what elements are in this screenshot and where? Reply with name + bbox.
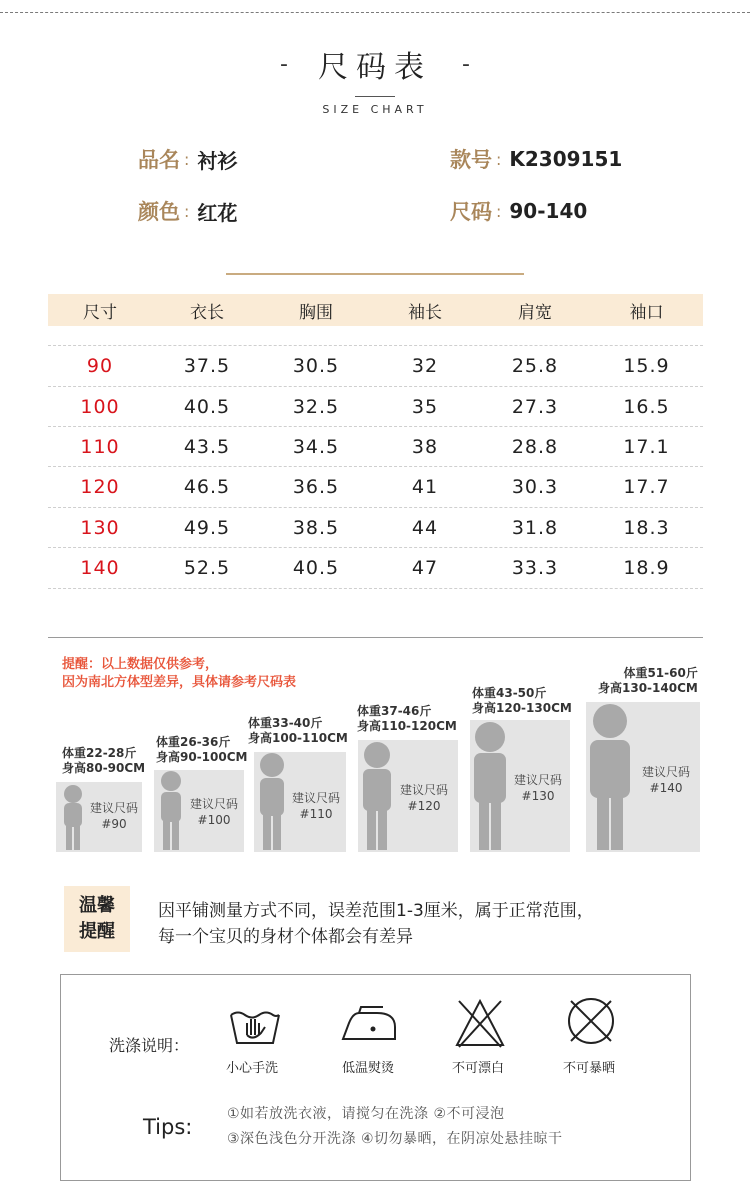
child-silhouette-icon [584,700,636,852]
column-header: 衣长 [190,302,224,323]
size-cell: 130 [80,516,120,539]
product-size-value: 90-140 [509,199,588,223]
kid-height: 身高90-100CM [156,750,248,764]
product-color-label: 颜色 [138,200,180,224]
kid-height: 身高80-90CM [62,761,146,775]
size-cell: 100 [80,395,120,418]
table-cell: 31.8 [511,516,559,539]
table-cell: 30.3 [511,475,559,498]
recommend-label: 建议尺码 [291,791,340,805]
table-cell: 40.5 [183,395,231,418]
colon: : [184,201,190,221]
recommend-label: 建议尺码 [513,773,562,787]
warm-tip-badge-line-1: 温馨 [79,895,115,916]
care-caption: 小心手洗 [225,1061,278,1076]
kid-height: 身高100-110CM [248,731,348,745]
recommend-label: 建议尺码 [641,765,690,779]
table-cell: 38 [411,435,439,458]
table-cell: 49.5 [183,516,231,539]
kid-recommendation [186,796,242,828]
table-cell: 25.8 [511,354,559,377]
kid-recommendation [396,782,452,814]
table-bottom-border [48,588,703,589]
care-label: 洗涤说明： [109,1036,190,1055]
column-header: 尺寸 [83,302,117,323]
table-cell: 18.3 [623,516,670,539]
table-cell: 44 [411,516,439,539]
table-cell: 27.3 [511,395,559,418]
kid-height: 身高130-140CM [598,681,698,695]
product-size-row [450,196,587,226]
title-dash-left: - [280,51,288,77]
product-code-label: 款号 [450,148,492,172]
care-instructions-box [60,974,691,1181]
colon: : [496,149,502,169]
product-name-value: 衬衫 [197,148,238,173]
size-cell: 90 [86,354,114,377]
colon: : [496,201,502,221]
table-row [48,386,703,426]
table-cell: 17.1 [623,435,670,458]
kid-height: 身高120-130CM [472,701,572,715]
page-header [0,42,750,116]
table-cell: 15.9 [623,354,670,377]
product-code-value: K2309151 [509,147,623,171]
care-caption: 不可漂白 [451,1061,504,1076]
top-dashed-divider [0,12,750,13]
warm-tip-line-2: 每一个宝贝的身材个体都会有差异 [158,927,413,947]
hand-wash-icon [227,1001,283,1047]
kid-stats [62,746,145,776]
section-divider [48,637,703,638]
kid-stats [598,666,698,696]
kid-weight: 体重43-50斤 [472,686,547,700]
table-cell: 35 [411,395,439,418]
table-cell: 34.5 [292,435,340,458]
care-caption: 不可暴晒 [562,1061,615,1076]
tips-label: Tips: [143,1115,193,1139]
kid-stats [156,735,247,765]
table-cell: 17.7 [623,475,670,498]
title-dash-right: - [462,51,470,77]
table-cell: 36.5 [292,475,340,498]
kid-recommendation [510,772,566,804]
recommend-size: #100 [197,813,231,827]
recommend-size: #120 [407,799,441,813]
table-cell: 32.5 [292,395,340,418]
table-cell: 52.5 [183,556,231,579]
size-table-header [48,294,703,326]
table-row [48,466,703,506]
table-cell: 38.5 [292,516,340,539]
no-sun-dry-icon [565,995,617,1047]
kid-height: 身高110-120CM [357,719,457,733]
table-cell: 30.5 [292,354,340,377]
kid-recommendation [288,790,344,822]
low-iron-icon [339,1005,399,1045]
table-cell: 33.3 [511,556,559,579]
page-subtitle: SIZE CHART [322,103,428,116]
table-row [48,426,703,466]
column-header: 袖口 [629,302,664,323]
table-cell: 40.5 [292,556,340,579]
no-bleach-icon [453,997,507,1049]
table-cell: 46.5 [183,475,231,498]
recommend-size: #110 [299,807,333,821]
kid-recommendation [86,800,142,832]
recommend-size: #90 [101,817,127,831]
recommend-size: #130 [521,789,555,803]
kid-stats [248,716,348,746]
recommend-label: 建议尺码 [189,797,238,811]
size-cell: 120 [80,475,120,498]
product-color-row [138,196,237,226]
size-cell: 110 [80,435,120,458]
kid-stats [472,686,572,716]
kid-weight: 体重37-46斤 [357,704,432,718]
table-cell: 18.9 [623,556,670,579]
title-underline [355,96,395,97]
table-cell: 37.5 [183,354,231,377]
notice-line-1: 提醒：以上数据仅供参考， [62,657,219,672]
kid-recommendation [638,764,694,796]
gold-divider [226,273,524,275]
recommend-label: 建议尺码 [89,801,138,815]
product-name-label: 品名 [138,148,180,172]
table-cell: 41 [411,475,439,498]
care-caption: 低温熨烫 [341,1061,394,1076]
kid-weight: 体重51-60斤 [623,666,698,680]
product-name-row [138,144,237,174]
kid-stats [357,704,457,734]
child-silhouette-icon [254,750,290,852]
page-title: 尺码表 [318,50,432,85]
tips-line-1: ①如若放洗衣液，请搅匀在洗涤 ②不可浸泡 [227,1106,505,1122]
child-silhouette-icon [468,718,512,852]
product-code-row [450,144,622,174]
table-row [48,547,703,587]
recommend-label: 建议尺码 [399,783,448,797]
kid-weight: 体重33-40斤 [248,716,323,730]
table-row [48,507,703,547]
warm-tip-badge-line-2: 提醒 [79,921,115,942]
kid-weight: 体重22-28斤 [62,746,137,760]
recommend-size: #140 [649,781,683,795]
warm-tip-badge [64,886,130,952]
table-cell: 43.5 [183,435,231,458]
column-header: 胸围 [299,302,333,323]
child-silhouette-icon [155,768,187,852]
child-silhouette-icon [357,738,397,852]
warm-tip-line-1: 因平铺测量方式不同，误差范围1-3厘米，属于正常范围， [158,901,594,921]
child-silhouette-icon [58,782,88,852]
column-header: 肩宽 [518,302,552,323]
kid-weight: 体重26-36斤 [156,735,231,749]
table-row [48,345,703,385]
table-cell: 32 [411,354,439,377]
colon: : [184,149,190,169]
warm-tip-text [158,898,594,950]
notice-line-2: 因为南北方体型差异，具体请参考尺码表 [62,675,297,690]
column-header: 袖长 [408,302,442,323]
table-cell: 16.5 [623,395,670,418]
tips-line-2: ③深色浅色分开洗涤 ④切勿暴晒，在阴凉处悬挂晾干 [227,1131,563,1147]
table-cell: 28.8 [511,435,559,458]
table-cell: 47 [411,556,439,579]
product-color-value: 红花 [197,200,238,225]
size-notice [62,656,296,692]
size-cell: 140 [80,556,120,579]
product-size-label: 尺码 [450,200,492,224]
